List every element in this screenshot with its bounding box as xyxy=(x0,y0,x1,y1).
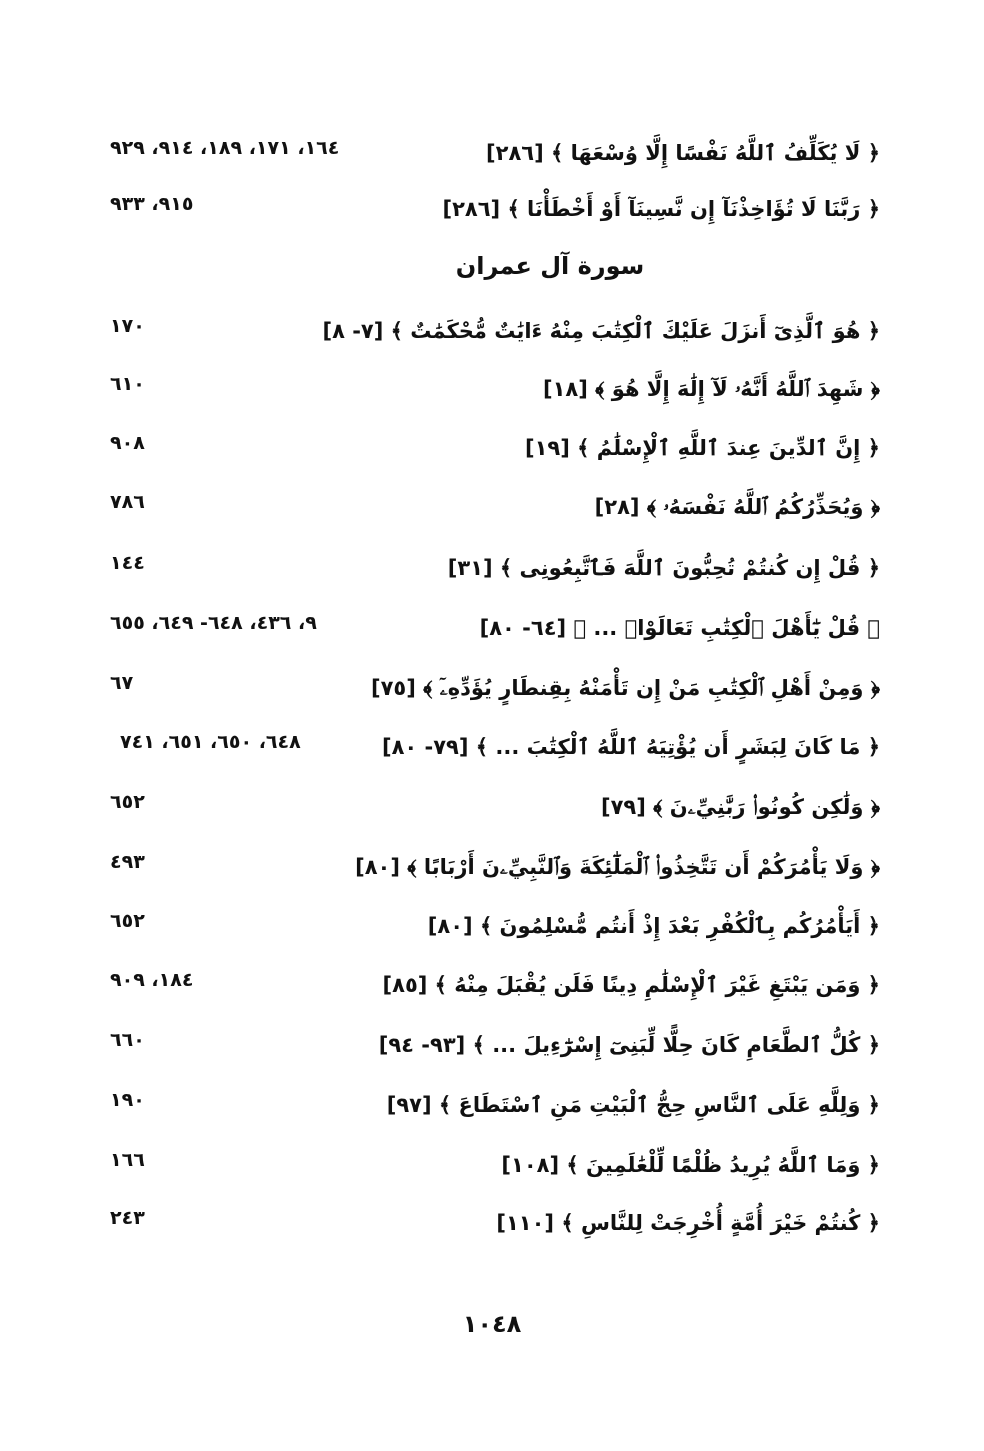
index-entry xyxy=(110,965,880,1005)
surah-heading: سورة آل عمران xyxy=(455,252,645,280)
index-entry xyxy=(110,311,880,351)
page-references: ٦٧ xyxy=(110,672,134,694)
page-references: ٦٤٨، ٦٥٠، ٦٥١، ٧٤١ xyxy=(120,731,301,753)
verse-text: ﴿ هُوَ ٱلَّذِىٓ أَنزَلَ عَلَيْكَ ٱلْكِتَٰبَ مِنْهُ ءَايَٰتٌ مُّحْكَمَٰتٌ ﴾ [٧- ٨] xyxy=(322,319,880,343)
index-entry xyxy=(110,548,880,588)
page-references: ٩، ٤٣٦، ٦٤٨- ٦٤٩، ٦٥٥ xyxy=(110,612,317,634)
verse-text: ﴿ وَمَا ٱللَّهُ يُرِيدُ ظُلْمًا لِّلْعَٰلَمِينَ ﴾ [١٠٨] xyxy=(501,1153,880,1177)
index-entry xyxy=(40,727,880,767)
index-entry xyxy=(110,189,880,229)
index-entry xyxy=(110,608,880,648)
page-references: ١٤٤ xyxy=(110,552,145,574)
verse-text: ﴿ مَا كَانَ لِبَشَرٍ أَن يُؤْتِيَهُ ٱللَّهُ ٱلْكِتَٰبَ ... ﴾ [٧٩- ٨٠] xyxy=(381,735,880,759)
index-entry xyxy=(110,1203,880,1243)
page-references: ٦٦٠ xyxy=(110,1029,145,1051)
page-references: ١٧٠ xyxy=(110,315,145,337)
index-entry xyxy=(110,133,880,173)
page-references: ٩١٥، ٩٣٣ xyxy=(110,193,194,215)
index-entry xyxy=(110,1085,880,1125)
verse-text: ﴿ وَيُحَذِّرُكُمُ ٱللَّهُ نَفْسَهُۥ ﴾ [٢٨] xyxy=(594,495,880,519)
index-entry xyxy=(110,1145,880,1185)
verse-text: ﴿ قُلْ يَٰٓأَهْلَ ٱلْكِتَٰبِ تَعَالَوْا۟ ... ﴾ [٦٤- ٨٠] xyxy=(479,616,880,640)
index-entry xyxy=(110,787,880,827)
verse-text: ﴿ وَلَٰكِن كُونُوا۟ رَبَّٰنِيِّۦنَ ﴾ [٧٩] xyxy=(601,795,880,819)
verse-text: ﴿ كُنتُمْ خَيْرَ أُمَّةٍ أُخْرِجَتْ لِلنَّاسِ ﴾ [١١٠] xyxy=(496,1211,880,1235)
index-entry xyxy=(110,847,880,887)
index-entry xyxy=(110,428,880,468)
page-number: ١٠٤٨ xyxy=(462,1310,522,1338)
page-references: ٤٩٣ xyxy=(110,851,145,873)
verse-text: ﴿ قُلْ إِن كُنتُمْ تُحِبُّونَ ٱللَّهَ فَٱتَّبِعُونِى ﴾ [٣١] xyxy=(447,556,880,580)
index-entry xyxy=(110,369,880,409)
index-entry xyxy=(110,1025,880,1065)
verse-text: ﴿ وَلَا يَأْمُرَكُمْ أَن تَتَّخِذُوا۟ ٱلْمَلَٰٓئِكَةَ وَٱلنَّبِيِّۦنَ أَرْبَابًا ﴾ [٨٠] xyxy=(355,855,880,879)
index-entry xyxy=(110,668,880,708)
page-references: ٧٨٦ xyxy=(110,491,145,513)
page-references: ٦٥٢ xyxy=(110,791,145,813)
page-references: ٩٠٨ xyxy=(110,432,145,454)
index-entry xyxy=(110,906,880,946)
verse-text: ﴿ كُلُّ ٱلطَّعَامِ كَانَ حِلًّا لِّبَنِىٓ إِسْرَٰٓءِيلَ ... ﴾ [٩٣- ٩٤] xyxy=(378,1033,880,1057)
verse-text: ﴿ شَهِدَ ٱللَّهُ أَنَّهُۥ لَآ إِلَٰهَ إِلَّا هُوَ ﴾ [١٨] xyxy=(543,377,880,401)
page-references: ٦١٠ xyxy=(110,373,145,395)
page-references: ١٩٠ xyxy=(110,1089,145,1111)
verse-text: ﴿ إِنَّ ٱلدِّينَ عِندَ ٱللَّهِ ٱلْإِسْلَٰمُ ﴾ [١٩] xyxy=(524,436,880,460)
verse-text: ﴿ رَبَّنَا لَا تُؤَاخِذْنَآ إِن نَّسِينَآ أَوْ أَخْطَأْنَا ﴾ [٢٨٦] xyxy=(442,197,880,221)
page-references: ٢٤٣ xyxy=(110,1207,145,1229)
verse-text: ﴿ وَمَن يَبْتَغِ غَيْرَ ٱلْإِسْلَٰمِ دِينًا فَلَن يُقْبَلَ مِنْهُ ﴾ [٨٥] xyxy=(382,973,880,997)
verse-text: ﴿ أَيَأْمُرُكُم بِٱلْكُفْرِ بَعْدَ إِذْ أَنتُم مُّسْلِمُونَ ﴾ [٨٠] xyxy=(427,914,880,938)
verse-text: ﴿ وَلِلَّهِ عَلَى ٱلنَّاسِ حِجُّ ٱلْبَيْتِ مَنِ ٱسْتَطَاعَ ﴾ [٩٧] xyxy=(386,1093,880,1117)
page-references: ١٨٤، ٩٠٩ xyxy=(110,969,194,991)
page-references: ١٦٤، ١٧١، ١٨٩، ٩١٤، ٩٢٩ xyxy=(110,137,340,159)
verse-text: ﴿ لَا يُكَلِّفُ ٱللَّهُ نَفْسًا إِلَّا وُسْعَهَا ﴾ [٢٨٦] xyxy=(486,141,880,165)
verse-text: ﴿ وَمِنْ أَهْلِ ٱلْكِتَٰبِ مَنْ إِن تَأْمَنْهُ بِقِنطَارٍ يُؤَدِّهِۦٓ ﴾ [٧٥] xyxy=(370,676,880,700)
index-entry xyxy=(110,487,880,527)
page-references: ٦٥٢ xyxy=(110,910,145,932)
page-references: ١٦٦ xyxy=(110,1149,145,1171)
